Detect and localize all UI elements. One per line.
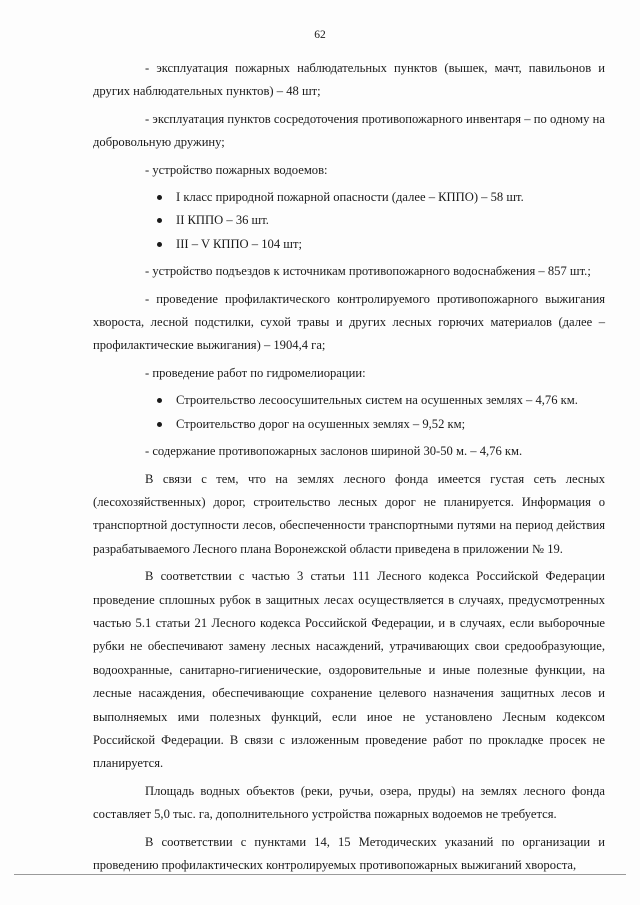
bullet-list (93, 186, 605, 256)
paragraph: В соответствии с пунктами 14, 15 Методических указаний по организации и проведению профилактических контролируемых противопожарных выжиганий хворостa, (93, 834, 605, 872)
list-item-text: III – V КППО – 104 шт; (176, 236, 302, 251)
list-item-text: Строительство дорог на осушенных землях – 9,52 км; (176, 416, 466, 431)
text-line: - эксплуатация пунктов сосредоточения противопожарного инвентаря – по одному на добровольную дружину; (93, 111, 605, 150)
text-line: - эксплуатация пожарных наблюдательных пунктов (вышек, мачт, павильонов и других наблюдательных пунктов) – 48 шт; (93, 61, 605, 99)
list-item-text: Строительство лесоосушительных систем на осушенных землях – 4,76 км. (176, 393, 578, 408)
list-item (93, 209, 605, 232)
list-item-text: II КППО – 36 шт. (176, 213, 269, 228)
bullet-icon (157, 242, 162, 247)
page-body (93, 57, 605, 877)
text-line: - проведение профилактического контролируемого противопожарного выжигания хворостa, лесной подстилки, сухой травы и других лесных горючих материалов (далее – профилактические выжигания) – 1904,4 га; (93, 291, 605, 353)
list-item (93, 389, 605, 412)
bullet-icon (157, 422, 162, 427)
bullet-list (93, 389, 605, 436)
bullet-icon (157, 398, 162, 403)
scan-edge-line (14, 874, 626, 875)
list-item (93, 186, 605, 209)
bullet-icon (157, 195, 162, 200)
paragraph: Площадь водных объектов (реки, ручьи, озера, пруды) на землях лесного фонда составляет 5,0 тыс. га, дополнительного устройства пожарных водоемов не требуется. (93, 783, 605, 822)
paragraph: В соответствии с частью 3 статьи 111 Лесного кодекса Российской Федерации проведение сплошных рубок в защитных лесах осуществляется в случаях, предусмотренных частью 5.1 статьи 21 Лесного кодекса Российской Федерации, и в случаях, если выборочные рубки не обеспечивают замену лесных насаждений, утрачивающих свои средообразующие, водоохранные, санитарно-гигиенические, оздоровительные и иные полезные функции, на лесные насаждения, обеспечивающие сохранение целевого назначения защитных лесов и выполняемых ими полезных функций, если иное не установлено Лесным кодексом Российской Федерации. В связи с изложенным проведение работ по прокладке просек не планируется. (93, 569, 605, 771)
paragraph: В связи с тем, что на землях лесного фонда имеется густая сеть лесных (лесохозяйственных) дорог, строительство лесных дорог не планируется. Информация о транспортной доступности лесов, обеспеченности транспортными путями на период действия разрабатываемого Лесного плана Воронежской области приведена в приложении № 19. (93, 471, 605, 556)
text-line: - содержание противопожарных заслонов шириной 30-50 м. – 4,76 км. (145, 444, 523, 459)
page-number: 62 (314, 29, 326, 41)
text-line: - проведение работ по гидромелиорации: (145, 365, 366, 380)
bullet-icon (157, 218, 162, 223)
text-line: - устройство пожарных водоемов: (145, 162, 328, 177)
list-item (93, 413, 605, 436)
list-item-text: I класс природной пожарной опасности (далее – КППО) – 58 шт. (176, 190, 524, 205)
text-line: - устройство подъездов к источникам противопожарного водоснабжения – 857 шт.; (145, 264, 591, 279)
list-item (93, 233, 605, 256)
